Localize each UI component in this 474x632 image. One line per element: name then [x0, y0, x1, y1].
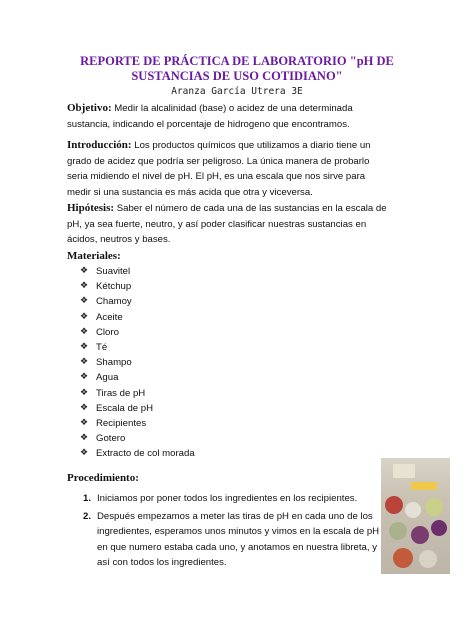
- materiales-item: [80, 401, 195, 416]
- materiales-item: [80, 294, 195, 309]
- materiales-item-label: Agua: [96, 372, 119, 384]
- report-title: [60, 54, 414, 84]
- materiales-item-label: Té: [96, 341, 108, 353]
- diamond-bullet-icon: ❖: [80, 402, 89, 413]
- diamond-bullet-icon: ❖: [80, 448, 89, 459]
- materiales-item: [80, 325, 195, 340]
- materiales-item-label: Kétchup: [96, 281, 132, 293]
- diamond-bullet-icon: ❖: [80, 357, 89, 368]
- introduccion-section: [67, 138, 389, 200]
- diamond-bullet-icon: ❖: [80, 296, 89, 307]
- materiales-item-label: Gotero: [96, 433, 126, 445]
- materiales-item-label: Recipientes: [96, 417, 147, 429]
- materiales-item-label: Tiras de pH: [96, 387, 146, 399]
- materiales-item: [80, 355, 195, 370]
- hipotesis-section: [67, 201, 389, 248]
- objetivo-text: Medir la alcalinidad (base) o acidez de una determinada sustancia, indicando el porcentaje de hidrogeno que encontramos.: [67, 103, 353, 130]
- lab-photo: [381, 458, 450, 574]
- diamond-bullet-icon: ❖: [80, 311, 89, 322]
- step-number: 1.: [83, 493, 92, 504]
- diamond-bullet-icon: ❖: [80, 341, 89, 352]
- diamond-bullet-icon: ❖: [80, 326, 89, 337]
- introduccion-text: Los productos químicos que utilizamos a diario tiene un grado de acidez que podría ser peligroso. La única manera de probarlo seria midiendo el nivel de pH. El pH, es una escala que nos sirve para medir si una sustancia es más acida que otra y viceversa.: [67, 140, 371, 198]
- materiales-item: [80, 416, 195, 431]
- diamond-bullet-icon: ❖: [80, 433, 89, 444]
- objetivo-section: [67, 101, 389, 132]
- materiales-item-label: Extracto de col morada: [96, 448, 195, 460]
- materiales-item-label: Aceite: [96, 311, 123, 323]
- materiales-item-label: Suavitel: [96, 266, 131, 277]
- diamond-bullet-icon: ❖: [80, 417, 89, 428]
- materiales-item: [80, 386, 195, 401]
- materiales-item-label: Escala de pH: [96, 402, 154, 414]
- procedimiento-step: [83, 509, 383, 571]
- materiales-item-label: Shampo: [96, 357, 132, 369]
- materiales-item: [80, 279, 195, 294]
- procedimiento-heading: Procedimiento:: [67, 472, 139, 484]
- diamond-bullet-icon: ❖: [80, 387, 89, 398]
- diamond-bullet-icon: ❖: [80, 281, 89, 292]
- procedimiento-list: [83, 491, 383, 573]
- materiales-item-label: Chamoy: [96, 296, 132, 308]
- materiales-item: [80, 310, 195, 325]
- title-line-1: REPORTE DE PRÁCTICA DE LABORATORIO "pH DE: [80, 54, 394, 68]
- procedimiento-step: [83, 491, 383, 507]
- materiales-item: [80, 370, 195, 385]
- materiales-item: [80, 340, 195, 355]
- title-line-2: SUSTANCIAS DE USO COTIDIANO": [131, 69, 343, 83]
- diamond-bullet-icon: ❖: [80, 372, 89, 383]
- author-line: Aranza García Utrera 3E: [171, 86, 303, 97]
- step-text: Iniciamos por poner todos los ingredientes en los recipientes.: [97, 493, 358, 504]
- introduccion-label: Introducción:: [67, 139, 132, 151]
- materiales-item: [80, 446, 195, 461]
- materiales-list: [80, 264, 195, 461]
- objetivo-label: Objetivo:: [67, 102, 112, 114]
- materiales-item: [80, 264, 195, 279]
- materiales-item-label: Cloro: [96, 326, 119, 338]
- step-number: 2.: [83, 510, 92, 522]
- diamond-bullet-icon: ❖: [80, 266, 89, 276]
- hipotesis-label: Hipótesis:: [67, 202, 115, 214]
- materiales-item: [80, 431, 195, 446]
- hipotesis-text: Saber el número de cada una de las sustancias en la escala de pH, ya sea fuerte, neutro, y así poder clasificar nuestras sustancias en ácidos, neutros y bases.: [67, 203, 387, 245]
- step-text: Después empezamos a meter las tiras de pH en cada uno de los ingredientes, esperamos unos minutos y vimos en la escala de pH en que numero estaba cada uno, y anotamos en nuestra libreta, y así con todos los ingredientes.: [97, 510, 380, 568]
- materiales-heading: Materiales:: [67, 250, 121, 262]
